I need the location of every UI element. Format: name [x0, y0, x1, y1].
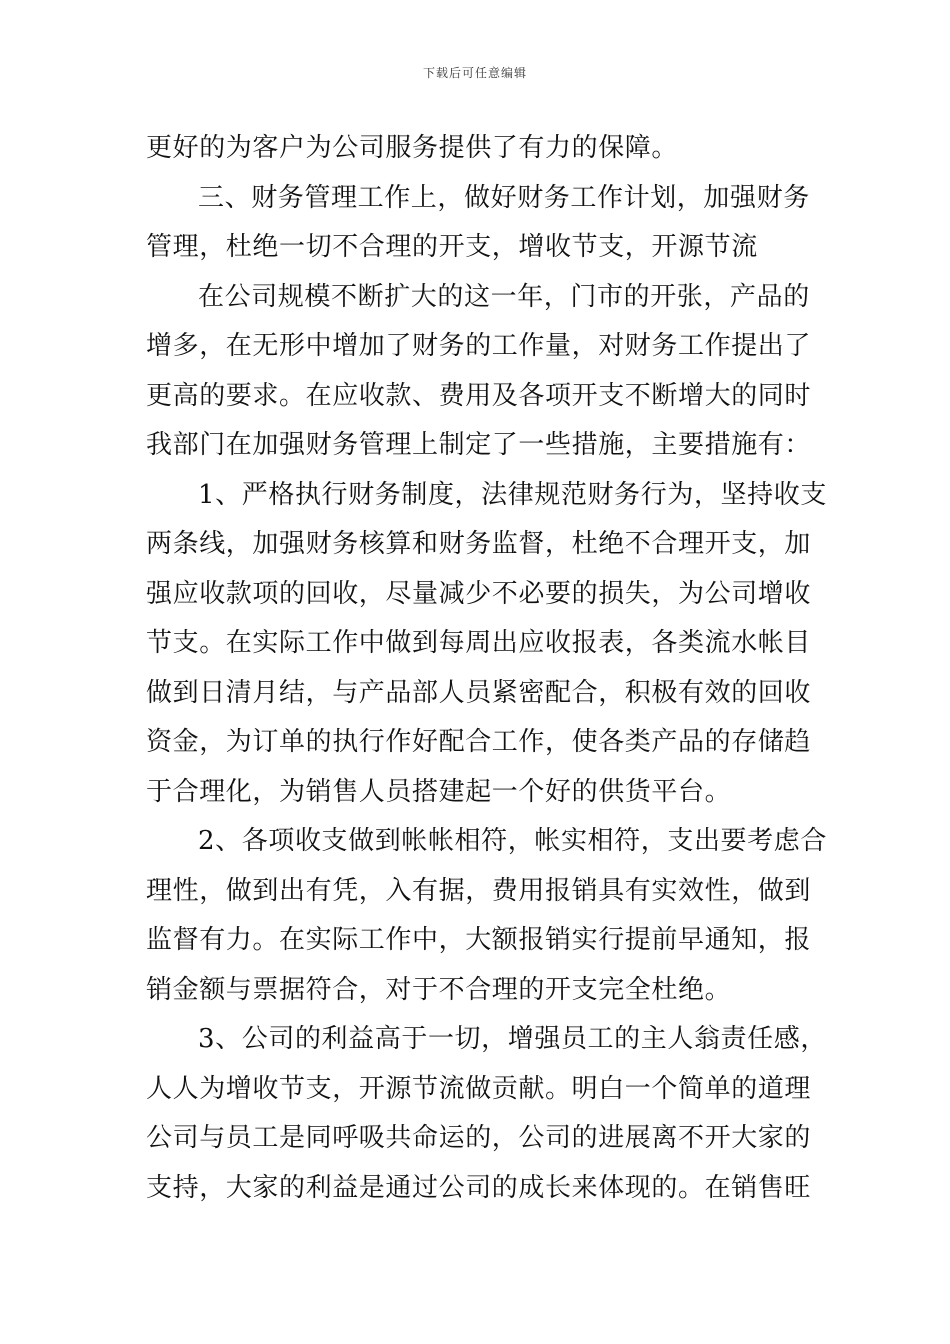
text-line: 1、严格执行财务制度，法律规范财务行为，坚持收支 — [198, 479, 827, 510]
paragraph-intro — [146, 273, 812, 471]
text-line: 2、各项收支做到帐帐相符，帐实相符，支出要考虑合 — [198, 826, 827, 856]
text-line: 支持，大家的利益是通过公司的成长来体现的。在销售旺 — [146, 1172, 812, 1203]
text-line: 我部门在加强财务管理上制定了一些措施，主要措施有： — [146, 430, 812, 460]
text-line: 3、公司的利益高于一切，增强员工的主人翁责任感， — [198, 1024, 827, 1054]
text-line: 节支。在实际工作中做到每周出应收报表，各类流水帐目 — [146, 628, 812, 658]
text-line: 监督有力。在实际工作中，大额报销实行提前早通知，报 — [146, 925, 812, 955]
paragraph-measure-2 — [146, 817, 827, 1015]
document-body — [146, 124, 827, 1213]
page-header-note: 下载后可任意编辑 — [422, 66, 527, 80]
paragraph-continuation — [146, 124, 806, 174]
text-line: 销金额与票据符合，对于不合理的开支完全杜绝。 — [146, 974, 732, 1005]
text-line: 在公司规模不断扩大的这一年，门市的开张，产品的 — [198, 281, 810, 312]
paragraph-measure-3 — [146, 1015, 827, 1213]
text-line: 管理，杜绝一切不合理的开支，增收节支，开源节流 — [146, 232, 758, 262]
text-line: 两条线，加强财务核算和财务监督，杜绝不合理开支，加 — [146, 529, 812, 559]
text-line: 更高的要求。在应收款、费用及各项开支不断增大的同时 — [146, 380, 812, 411]
text-line: 公司与员工是同呼吸共命运的，公司的进展离不开大家的 — [146, 1123, 812, 1153]
text-line: 资金，为订单的执行作好配合工作，使各类产品的存储趋 — [146, 727, 812, 757]
text-line: 人人为增收节支，开源节流做贡献。明白一个简单的道理 — [146, 1073, 812, 1104]
text-line: 增多，在无形中增加了财务的工作量，对财务工作提出了 — [146, 331, 812, 361]
text-line: 理性，做到出有凭，入有据，费用报销具有实效性，做到 — [146, 875, 812, 906]
text-line: 强应收款项的回收，尽量减少不必要的损失，为公司增收 — [146, 578, 812, 609]
text-line: 三、财务管理工作上，做好财务工作计划，加强财务 — [198, 182, 810, 213]
text-line: 更好的为客户为公司服务提供了有力的保障。 — [146, 133, 679, 163]
text-line: 做到日清月结，与产品部人员紧密配合，积极有效的回收 — [146, 677, 812, 708]
paragraph-section-three-heading — [146, 174, 810, 273]
text-line: 于合理化，为销售人员搭建起一个好的供货平台。 — [146, 776, 732, 807]
paragraph-measure-1 — [146, 471, 827, 818]
